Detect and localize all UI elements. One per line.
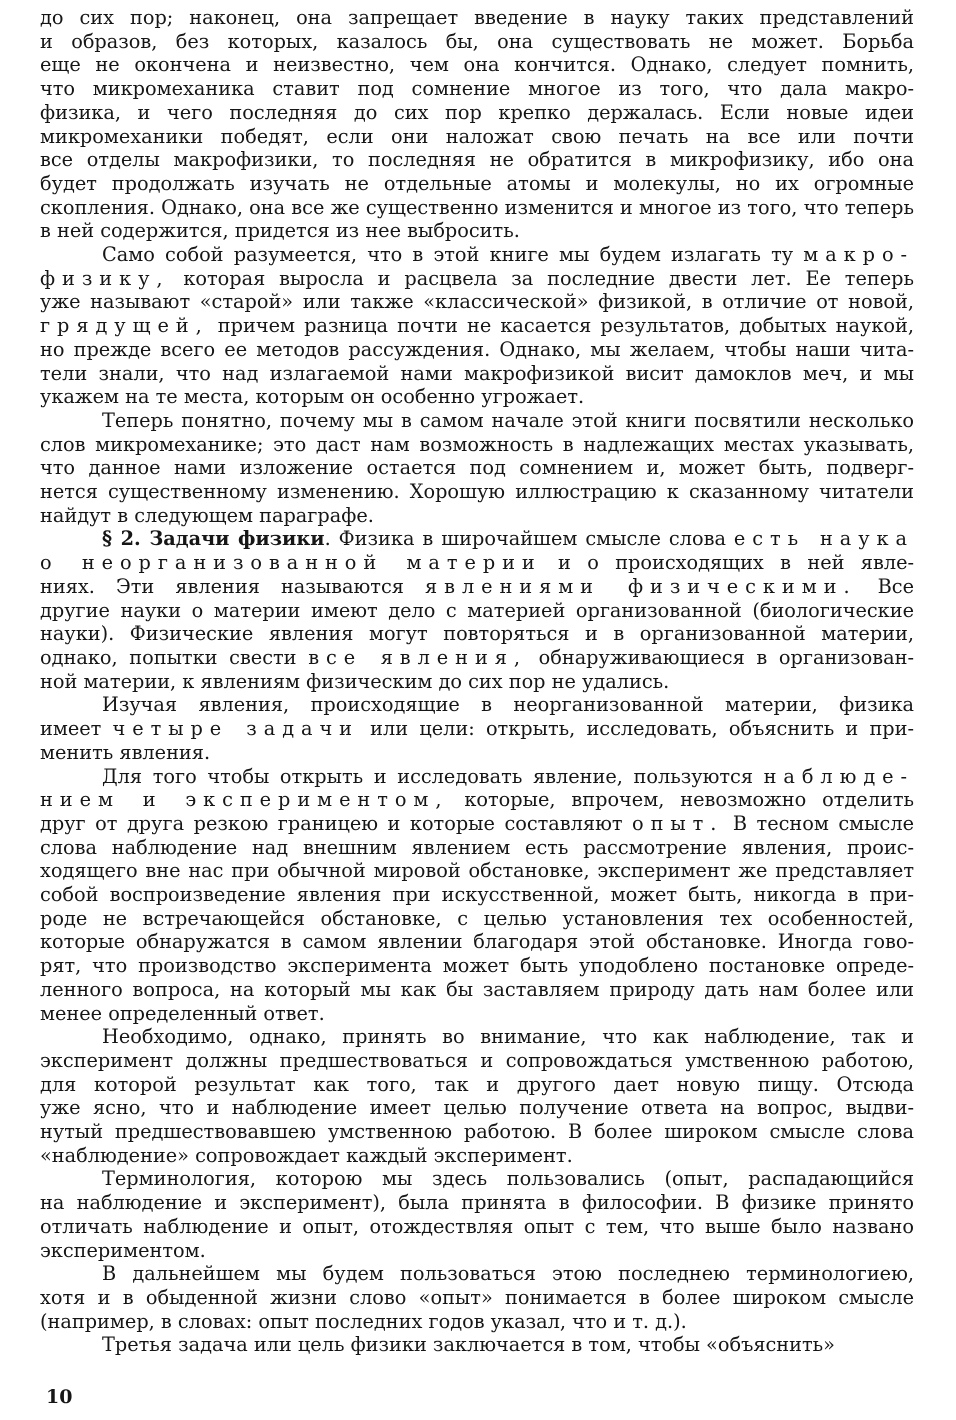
text-run: для которой результат как того, так и другого дает новую пищу. Отсюда [40,1072,914,1096]
paragraph-line [40,1215,914,1239]
text-run: которая выросла и расцвела за последние двести лет. Ее теперь [169,266,914,290]
text-run: тели знали, что над излагаемой нами макрофизикой висит дамоклов меч, и мы [40,361,914,385]
text-run: ленного вопроса, на который мы как бы заставляем природу дать нам более или [40,977,914,1001]
text-run: которые обнаружатся в самом явлении благодаря этой обстановке. Иногда гово- [40,930,914,954]
spaced-emphasis-text: грядущей, [40,314,209,338]
paragraph-line [40,433,914,457]
text-run: хотя и в обыденной жизни слово «опыт» понимается в более широком смысле [40,1285,914,1309]
text-run: В дальнейшем мы будем пользоваться этою последнею терминологиею, [102,1262,914,1286]
paragraph-line [40,883,914,907]
paragraph-line [40,575,914,599]
text-run: обнаруживающиеся в организован- [526,645,915,669]
text-run: или цели: открыть, исследовать, объяснить и при- [358,717,915,741]
text-run: Само собой разумеется, что в этой книге мы будем излагать ту [102,243,804,267]
text-run: ходящего вне нас при обычной мировой обстановке, эксперимент же представляет [40,859,914,883]
paragraph-line [40,788,914,812]
paragraph-line [40,930,914,954]
paragraph-line [40,670,914,694]
text-run: ной материи, к явлениям физическим до сих пор не удались. [40,669,670,693]
paragraph-first-line [40,6,914,30]
text-run: скопления. Однако, она все же существенно изменится и многое из того, что теперь [40,195,914,219]
spaced-emphasis-text: о неорганизованной материи [40,551,542,575]
text-run: «наблюдение» сопровождает каждый эксперимент. [40,1143,573,1167]
text-run: Для того чтобы открыть и исследовать явление, пользуются [102,764,764,788]
paragraph-line [40,362,914,386]
paragraph-line [40,1239,914,1263]
text-run: что данное нами изложение остается под сомнением и, может быть, подверг- [40,456,914,480]
text-run: рят, что производство эксперимента может быть уподоблено постановке опреде- [40,954,914,978]
text-run: на наблюдение и эксперимент), была принята в философии. В физике принято [40,1191,914,1215]
paragraph-line [40,101,914,125]
text-run: микромеханики победят, если они наложат свою печать на все или почти [40,124,914,148]
paragraph-line [40,646,914,670]
paragraph-first-line [40,1167,914,1191]
paragraph-first-line [40,409,914,433]
paragraph-line [40,338,914,362]
paragraph-first-line [40,1025,914,1049]
spaced-emphasis-text: есть наука [733,527,914,551]
text-run: все отделы макрофизики, то последняя не обратится в микрофизику, ибо она [40,148,914,172]
text-run: нутый предшествовавшею умственною работою. В более широком смысле слова [40,1120,914,1144]
section-heading: § 2. Задачи физики [102,527,325,551]
text-run: физика, и чего последняя до сих пор крепко держалась. Если новые идеи [40,100,914,124]
text-run: имеет [40,717,113,741]
text-run: еще не окончена и неизвестно, чем она кончится. Однако, следует помнить, [40,53,914,77]
text-run: что микромеханика ставит под сомнение многое из того, что дала макро- [40,77,914,101]
paragraph-line [40,480,914,504]
text-run: Третья задача или цель физики заключается в том, чтобы «объяснить» [102,1333,835,1357]
text-run: и о происходящих в ней явле- [541,551,914,575]
paragraph-line [40,1002,914,1026]
paragraph-line [40,1310,914,1334]
paragraph-first-line [40,527,914,551]
text-run: причем разница почти не касается результатов, добытых наукой, [208,314,914,338]
paragraph-line [40,267,914,291]
paragraph-line [40,125,914,149]
page-number: 10 [46,1386,73,1408]
spaced-emphasis-text: макро- [803,243,914,267]
spaced-emphasis-text: опыт. [632,811,724,835]
paragraph-line [40,196,914,220]
paragraph-line [40,978,914,1002]
text-run: другие науки о материи имеют дело с материей организованной (биологические [40,598,914,622]
text-run: науки). Физические явления могут повторяться и в организованной материи, [40,622,914,646]
text-run: будет продолжать изучать не отдельные атомы и молекулы, но их огромные [40,171,914,195]
paragraph-line [40,1191,914,1215]
paragraph-line [40,456,914,480]
text-run: Терминология, которою мы здесь пользовались (опыт, распадающийся [102,1167,914,1191]
paragraph-line [40,1049,914,1073]
text-run: отличать наблюдение и опыт, отождествляя опыт с тем, что выше было названо [40,1214,914,1238]
text-run: Изучая явления, происходящие в неорганизованной материи, физика [102,693,914,717]
paragraph-line [40,30,914,54]
paragraph-line [40,622,914,646]
paragraph-line [40,290,914,314]
paragraph-line [40,504,914,528]
paragraph-line [40,954,914,978]
paragraph-line [40,385,914,409]
text-run: (например, в словах: опыт последних годов указал, что и т. д.). [40,1309,687,1333]
paragraph-line [40,1073,914,1097]
text-run: но прежде всего ее методов рассуждения. Однако, мы желаем, чтобы наши чита- [40,337,914,361]
paragraph-line [40,53,914,77]
text-run: эксперимент должны предшествоваться и сопровождаться умственною работою, [40,1048,914,1072]
text-run: роде не встречающейся обстановке, с целью установления тех особенностей, [40,906,914,930]
paragraph-line [40,1144,914,1168]
paragraph-line [40,1286,914,1310]
text-run: уже ясно, что и наблюдение имеет целью получение ответа на вопрос, выдви- [40,1096,914,1120]
text-run: ниях. Эти явления называются [40,574,426,598]
paragraph-line [40,717,914,741]
paragraph-first-line [40,1333,914,1357]
paragraph-line [40,599,914,623]
text-run: друг от друга резкою границею и которые составляют [40,811,633,835]
paragraph-line [40,172,914,196]
text-run: однако, попытки свести [40,645,309,669]
paragraph-line [40,219,914,243]
text-run: Необходимо, однако, принять во внимание, что как наблюдение, так и [102,1025,914,1049]
spaced-emphasis-text: явлениями физическими. [425,574,857,598]
text-run: до сих пор; наконец, она запрещает введение в науку таких представлений [40,6,914,29]
spaced-emphasis-text: все явления, [308,645,527,669]
paragraph-line [40,1096,914,1120]
text-run: В тесном смысле [723,811,914,835]
paragraph-line [40,741,914,765]
text-run: Теперь понятно, почему мы в самом начале этой книги посвятили несколько [102,408,914,432]
spaced-emphasis-text: физику, [40,266,170,290]
paragraph-line [40,148,914,172]
paragraph-line [40,836,914,860]
text-run: в ней содержится, придется из нее выбросить. [40,219,520,243]
paragraph-line [40,859,914,883]
paragraph-first-line [40,765,914,789]
paragraph-line [40,1120,914,1144]
paragraph-line [40,314,914,338]
paragraph-first-line [40,693,914,717]
spaced-emphasis-text: нием и экспериментом, [40,788,449,812]
text-run: уже называют «старой» или также «классической» физикой, в отличие от новой, [40,290,914,314]
text-run: слов микромеханике; это даст нам возможность в надлежащих местах указывать, [40,432,914,456]
paragraph-line [40,907,914,931]
paragraph-line [40,77,914,101]
spaced-emphasis-text: наблюде- [763,764,914,788]
text-run: . Физика в широчайшем смысле слова [324,527,734,551]
paragraph-first-line [40,1262,914,1286]
paragraph-line [40,812,914,836]
text-run: укажем на те места, которым он особенно угрожает. [40,385,585,409]
text-run: Все [856,574,914,598]
text-run: менить явления. [40,740,211,764]
text-run: найдут в следующем параграфе. [40,503,374,527]
spaced-emphasis-text: четыре задачи [112,717,359,741]
text-run: которые, впрочем, невозможно отделить [448,788,914,812]
paragraph-line [40,551,914,575]
text-run: слова наблюдение над внешним явлением есть рассмотрение явления, проис- [40,835,914,859]
text-run: экспериментом. [40,1238,206,1262]
text-run: нется существенному изменению. Хорошую иллюстрацию к сказанному читатели [40,480,914,504]
page-body [40,6,914,1357]
text-run: собой воспроизведение явления при искусственной, может быть, никогда в при- [40,883,914,907]
paragraph-first-line [40,243,914,267]
text-run: и образов, без которых, казалось бы, она существовать не может. Борьба [40,29,914,53]
text-run: менее определенный ответ. [40,1001,325,1025]
